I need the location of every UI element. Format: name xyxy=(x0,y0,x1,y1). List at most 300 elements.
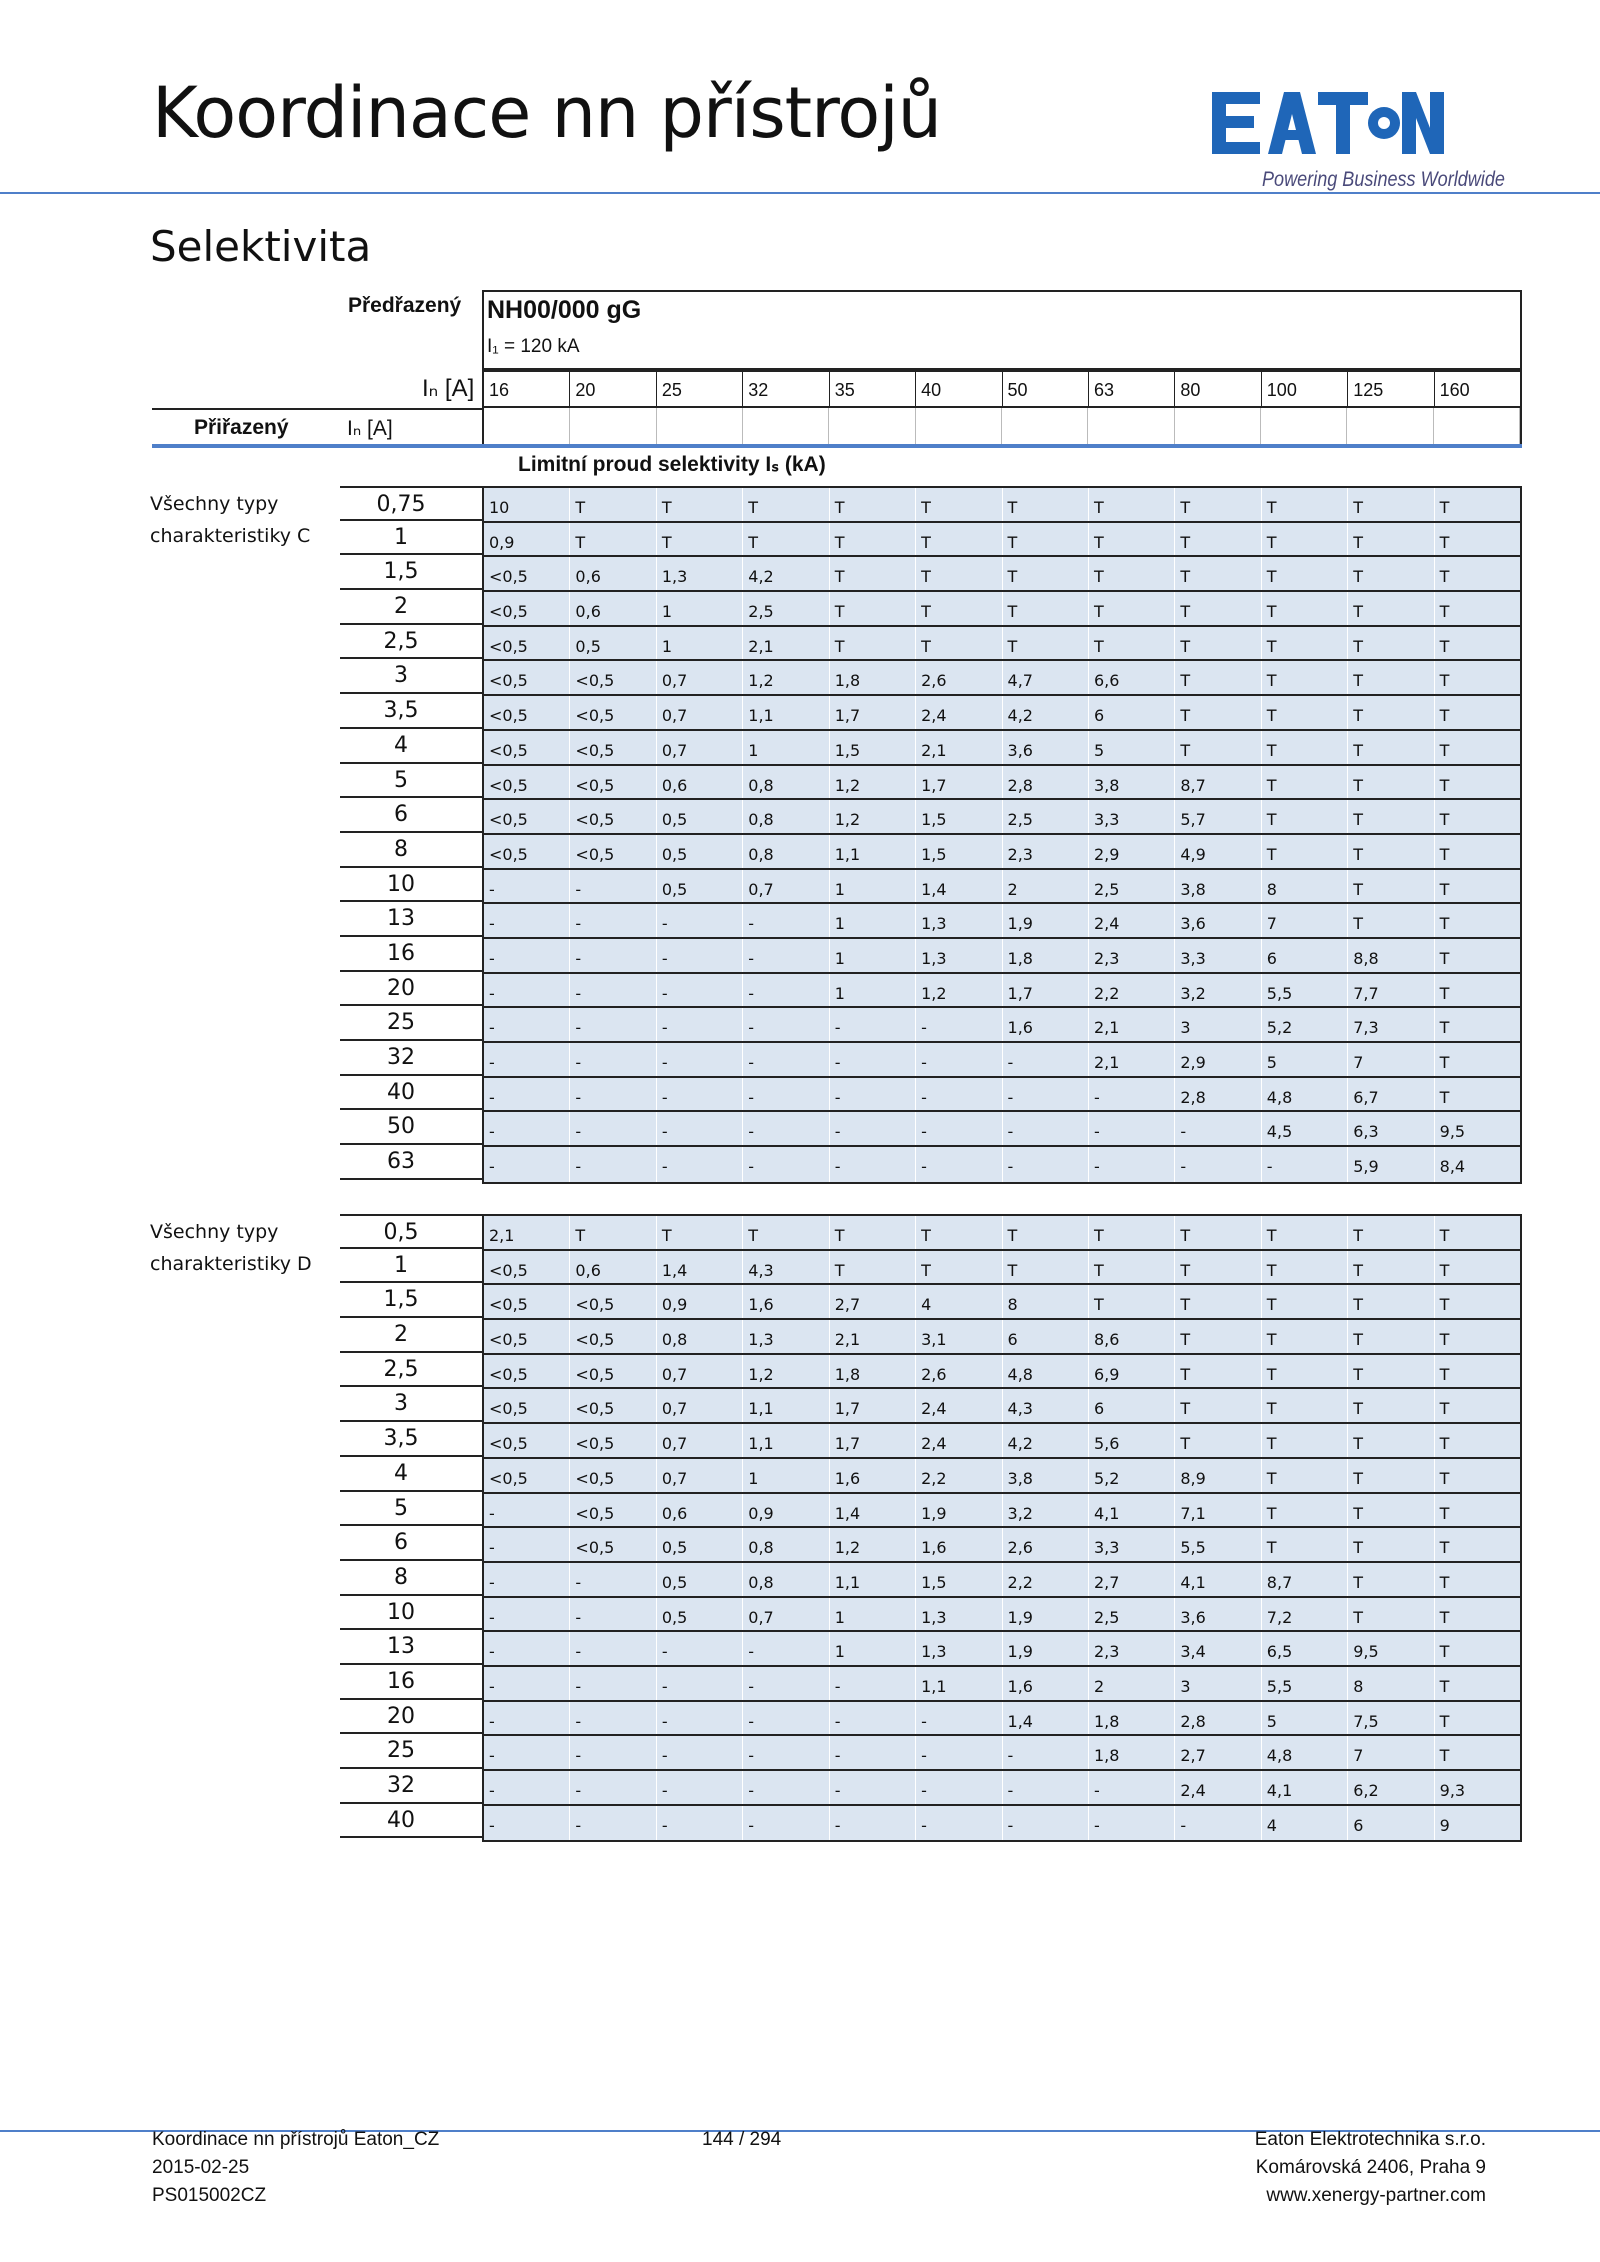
table-cell: - xyxy=(570,1112,656,1145)
table-row xyxy=(484,835,1520,870)
table-blue-rule xyxy=(152,444,1522,448)
footer-date: 2015-02-25 xyxy=(152,2157,250,2178)
column-spacer-cell xyxy=(657,408,743,444)
table-cell: 1,2 xyxy=(916,974,1002,1007)
table-cell: T xyxy=(830,557,916,590)
table-cell: 2,6 xyxy=(916,661,1002,694)
table-cell: - xyxy=(830,1112,916,1145)
table-cell: 8,8 xyxy=(1348,939,1434,972)
table-cell: 1,3 xyxy=(743,1320,829,1353)
table-cell: 2,1 xyxy=(484,1216,570,1249)
table-cell: <0,5 xyxy=(570,835,656,868)
table-cell: T xyxy=(1439,1538,1450,1558)
table-row xyxy=(484,1251,1520,1286)
table-cell: - xyxy=(484,1736,570,1769)
table-cell: 0,7 xyxy=(657,696,743,729)
table-cell: 9,3 xyxy=(1439,1781,1466,1800)
eaton-logo xyxy=(1212,92,1444,162)
column-spacer-cell xyxy=(916,408,1002,444)
table-cell: T xyxy=(1089,488,1175,521)
table-cell: <0,5 xyxy=(570,1320,656,1353)
table-row xyxy=(484,1702,1520,1737)
table-cell: <0,5 xyxy=(484,800,570,833)
table-cell: 3,2 xyxy=(1003,1494,1089,1527)
table-cell: - xyxy=(743,1806,829,1841)
table-cell: <0,5 xyxy=(570,766,656,799)
table-cell: 0,9 xyxy=(657,1285,743,1318)
footer-doc-name: Koordinace nn přístrojů Eaton_CZ xyxy=(152,2129,440,2150)
table-cell: 1,6 xyxy=(1003,1667,1089,1700)
table-cell: T xyxy=(1439,1226,1450,1245)
table-cell: T xyxy=(1089,557,1175,590)
rated-current-label: 0,5 xyxy=(340,1214,482,1249)
table-cell: 2,3 xyxy=(1089,1632,1175,1665)
table-cell: T xyxy=(1439,636,1450,656)
table-cell: T xyxy=(916,1251,1002,1284)
table-row xyxy=(484,1632,1520,1667)
table-cell: 2,7 xyxy=(830,1285,916,1318)
table-cell: T xyxy=(1439,671,1450,691)
table-cell: 2,2 xyxy=(916,1459,1002,1492)
column-header-cell: 100 xyxy=(1262,372,1348,406)
table-cell: 7 xyxy=(1262,904,1348,937)
table-cell: 1,5 xyxy=(916,835,1002,868)
column-header-row xyxy=(482,370,1522,408)
table-cell: - xyxy=(570,1078,656,1111)
table-cell: T xyxy=(1262,1494,1348,1527)
table-cell: 6 xyxy=(1089,696,1175,729)
column-spacer-cell xyxy=(1261,408,1347,444)
table-cell: T xyxy=(1439,602,1450,622)
table-cell: 0,8 xyxy=(657,1320,743,1353)
rated-current-label: 4 xyxy=(340,1457,482,1492)
table-cell: T xyxy=(916,592,1002,625)
table-cell: 4,1 xyxy=(1175,1563,1261,1596)
table-row xyxy=(484,974,1520,1009)
table-cell: T xyxy=(1175,696,1261,729)
rated-current-label: 1 xyxy=(340,521,482,556)
table-cell: T xyxy=(1348,1459,1434,1492)
table-cell: 2,7 xyxy=(1175,1736,1261,1769)
downstream-label: Přiřazený xyxy=(194,416,289,439)
table-cell: - xyxy=(657,974,743,1007)
table-cell: T xyxy=(1439,1053,1450,1072)
table-cell: 2,6 xyxy=(1003,1528,1089,1561)
table-cell: - xyxy=(830,1043,916,1076)
table-row xyxy=(484,696,1520,731)
upstream-fuse-name: NH00/000 gG xyxy=(487,296,642,324)
table-cell: T xyxy=(1348,1528,1434,1561)
table-cell: 1,4 xyxy=(916,870,1002,903)
table-cell: 0,6 xyxy=(570,557,656,590)
table-cell: - xyxy=(916,1771,1002,1804)
table-cell: 0,9 xyxy=(743,1494,829,1527)
table-cell: - xyxy=(916,1147,1002,1182)
table-cell: 0,5 xyxy=(657,1563,743,1596)
table-cell: 0,8 xyxy=(743,835,829,868)
table-cell: 2,8 xyxy=(1175,1078,1261,1111)
rated-current-label: 20 xyxy=(340,1700,482,1735)
table-cell: T xyxy=(1262,557,1348,590)
table-cell: T xyxy=(1262,696,1348,729)
column-header-cell: 80 xyxy=(1175,372,1261,406)
table-cell: 6,2 xyxy=(1348,1771,1434,1804)
table-cell: T xyxy=(916,557,1002,590)
table-cell: - xyxy=(1262,1147,1348,1182)
table-cell: T xyxy=(1348,870,1434,903)
column-header-cell: 35 xyxy=(830,372,916,406)
table-cell: T xyxy=(1262,488,1348,521)
table-cell: T xyxy=(1348,766,1434,799)
rated-current-label: 32 xyxy=(340,1041,482,1076)
rated-current-label: 2,5 xyxy=(340,1353,482,1388)
table-cell: T xyxy=(1348,627,1434,660)
table-cell: 5 xyxy=(1262,1702,1348,1735)
table-cell: 2,1 xyxy=(743,627,829,660)
table-cell: T xyxy=(830,523,916,556)
table-cell: T xyxy=(1439,1503,1450,1523)
table-cell: T xyxy=(1262,1285,1348,1318)
table-cell: T xyxy=(1003,627,1089,660)
table-cell: T xyxy=(1262,766,1348,799)
table-cell: <0,5 xyxy=(484,1355,570,1388)
table-cell: - xyxy=(1003,1736,1089,1769)
table-cell: 3,8 xyxy=(1175,870,1261,903)
table-cell: - xyxy=(743,1147,829,1182)
section-title: Selektivita xyxy=(150,222,372,271)
table-cell: - xyxy=(570,1736,656,1769)
table-cell: - xyxy=(830,1771,916,1804)
group-description-line: Všechny typy xyxy=(150,1221,279,1243)
table-cell: 0,7 xyxy=(657,661,743,694)
rated-current-label: 2 xyxy=(340,590,482,625)
table-cell: T xyxy=(1003,523,1089,556)
table-cell: 3,1 xyxy=(916,1320,1002,1353)
table-row xyxy=(484,627,1520,662)
table-cell: 1,4 xyxy=(1003,1702,1089,1735)
table-cell: T xyxy=(1089,1285,1175,1318)
table-cell: - xyxy=(484,904,570,937)
table-row xyxy=(484,1459,1520,1494)
footer-doc-code: PS015002CZ xyxy=(152,2185,267,2206)
table-cell: - xyxy=(1003,1078,1089,1111)
table-row xyxy=(484,557,1520,592)
table-cell: - xyxy=(916,1736,1002,1769)
rated-current-label: 1 xyxy=(340,1249,482,1284)
table-cell: - xyxy=(1003,1771,1089,1804)
table-cell: <0,5 xyxy=(484,557,570,590)
table-cell: - xyxy=(1089,1771,1175,1804)
table-cell: T xyxy=(1003,488,1089,521)
table-cell: 1,1 xyxy=(830,1563,916,1596)
table-cell: 1,3 xyxy=(916,904,1002,937)
table-cell: 1 xyxy=(743,731,829,764)
rated-current-label: 5 xyxy=(340,1492,482,1527)
table-cell: T xyxy=(1439,983,1450,1003)
table-cell: <0,5 xyxy=(484,1251,570,1284)
table-cell: T xyxy=(1348,1251,1434,1284)
table-cell: 2 xyxy=(1089,1667,1175,1700)
table-cell: T xyxy=(1175,1251,1261,1284)
table-cell: 1,8 xyxy=(1089,1702,1175,1735)
footer-company: Eaton Elektrotechnika s.r.o. xyxy=(1254,2129,1486,2150)
table-cell: 2,9 xyxy=(1089,835,1175,868)
table-cell: - xyxy=(1089,1147,1175,1182)
table-cell: - xyxy=(743,974,829,1007)
table-cell: 6,9 xyxy=(1089,1355,1175,1388)
table-cell: - xyxy=(916,1078,1002,1111)
table-cell: 4,7 xyxy=(1003,661,1089,694)
table-cell: 0,5 xyxy=(657,1598,743,1631)
table-cell: 2,7 xyxy=(1089,1563,1175,1596)
table-cell: <0,5 xyxy=(484,731,570,764)
table-cell: T xyxy=(1175,1320,1261,1353)
rated-current-label: 1,5 xyxy=(340,1283,482,1318)
table-cell: - xyxy=(570,1147,656,1182)
group-description-line: Všechny typy xyxy=(150,493,279,515)
table-cell: 4,8 xyxy=(1003,1355,1089,1388)
table-cell: 8,6 xyxy=(1089,1320,1175,1353)
table-cell: 3 xyxy=(1175,1667,1261,1700)
rated-current-column xyxy=(340,486,482,1180)
table-cell: T xyxy=(1439,1087,1450,1107)
table-cell: 1 xyxy=(830,939,916,972)
table-cell: - xyxy=(484,1112,570,1145)
table-cell: - xyxy=(484,1078,570,1111)
footer-right xyxy=(1255,2126,1486,2210)
rated-current-column xyxy=(340,1214,482,1838)
table-cell: 1,5 xyxy=(830,731,916,764)
table-row xyxy=(484,1078,1520,1113)
table-cell: - xyxy=(484,1563,570,1596)
table-cell: T xyxy=(1262,661,1348,694)
table-cell: - xyxy=(570,1806,656,1841)
table-cell: T xyxy=(743,488,829,521)
table-cell: 4 xyxy=(916,1285,1002,1318)
table-cell: 1,1 xyxy=(830,835,916,868)
table-cell: T xyxy=(1439,1676,1450,1696)
table-cell: 5 xyxy=(1262,1043,1348,1076)
table-cell: T xyxy=(1439,567,1450,587)
table-cell: T xyxy=(1348,1424,1434,1457)
table-cell: 1,9 xyxy=(916,1494,1002,1527)
table-cell: T xyxy=(657,488,743,521)
table-cell: T xyxy=(1348,1216,1434,1249)
table-cell: 8 xyxy=(1003,1285,1089,1318)
table-cell: 4,8 xyxy=(1262,1078,1348,1111)
table-cell: 3,3 xyxy=(1089,800,1175,833)
table-cell: T xyxy=(916,488,1002,521)
table-cell: T xyxy=(1175,592,1261,625)
table-cell: 1 xyxy=(830,870,916,903)
table-cell: - xyxy=(1003,1147,1089,1182)
table-cell: 0,9 xyxy=(484,523,570,556)
table-cell: T xyxy=(1262,523,1348,556)
table-cell: 5,7 xyxy=(1175,800,1261,833)
table-cell: - xyxy=(657,1771,743,1804)
upstream-label: Předřazený xyxy=(348,294,462,317)
table-cell: T xyxy=(570,523,656,556)
table-cell: - xyxy=(743,1112,829,1145)
table-cell: T xyxy=(1262,1424,1348,1457)
table-cell: <0,5 xyxy=(570,696,656,729)
table-cell: 0,7 xyxy=(743,870,829,903)
table-row xyxy=(484,1285,1520,1320)
table-cell: - xyxy=(570,904,656,937)
table-cell: 1,8 xyxy=(830,661,916,694)
table-cell: 7,1 xyxy=(1175,1494,1261,1527)
table-cell: - xyxy=(1175,1112,1261,1145)
table-cell: - xyxy=(657,1806,743,1841)
table-cell: - xyxy=(830,1147,916,1182)
table-cell: T xyxy=(916,523,1002,556)
table-cell: 5,2 xyxy=(1089,1459,1175,1492)
table-cell: T xyxy=(1175,557,1261,590)
table-cell: T xyxy=(1348,523,1434,556)
table-cell: 4,2 xyxy=(1003,696,1089,729)
table-cell: 1,9 xyxy=(1003,1632,1089,1665)
rated-current-label: 3 xyxy=(340,659,482,694)
table-cell: 1,4 xyxy=(657,1251,743,1284)
table-cell: T xyxy=(1348,904,1434,937)
rated-current-label: 25 xyxy=(340,1734,482,1769)
table-cell: T xyxy=(743,1216,829,1249)
table-cell: <0,5 xyxy=(484,696,570,729)
table-cell: <0,5 xyxy=(570,1389,656,1422)
table-cell: - xyxy=(657,1147,743,1182)
table-cell: 5,2 xyxy=(1262,1008,1348,1041)
table-row xyxy=(484,1528,1520,1563)
table-cell: 0,8 xyxy=(743,766,829,799)
table-cell: - xyxy=(484,974,570,1007)
table-cell: 1,2 xyxy=(830,766,916,799)
table-cell: 2,2 xyxy=(1089,974,1175,1007)
table-cell: <0,5 xyxy=(570,1494,656,1527)
table-cell: 1 xyxy=(743,1459,829,1492)
table-cell: 1,2 xyxy=(743,661,829,694)
table-cell: <0,5 xyxy=(484,592,570,625)
table-cell: - xyxy=(830,1736,916,1769)
column-spacer-cell xyxy=(1347,408,1433,444)
table-cell: - xyxy=(1089,1078,1175,1111)
table-cell: 8 xyxy=(1348,1667,1434,1700)
rated-current-label: 32 xyxy=(340,1769,482,1804)
table-cell: 4,1 xyxy=(1262,1771,1348,1804)
table-cell: 3,3 xyxy=(1175,939,1261,972)
rated-current-label: 2 xyxy=(340,1318,482,1353)
table-cell: <0,5 xyxy=(484,1389,570,1422)
table-cell: 3,3 xyxy=(1089,1528,1175,1561)
rated-current-label: 5 xyxy=(340,764,482,799)
table-cell: T xyxy=(657,523,743,556)
table-cell: 5,9 xyxy=(1348,1147,1434,1182)
table-cell: - xyxy=(484,939,570,972)
table-cell: 1,4 xyxy=(830,1494,916,1527)
table-cell: - xyxy=(743,1702,829,1735)
table-cell: T xyxy=(1439,532,1450,552)
table-cell: T xyxy=(1175,1389,1261,1422)
table-cell: 2,4 xyxy=(916,696,1002,729)
table-cell: 0,5 xyxy=(657,835,743,868)
table-cell: - xyxy=(484,1806,570,1841)
table-cell: - xyxy=(657,1736,743,1769)
table-cell: 2,5 xyxy=(1003,800,1089,833)
table-cell: T xyxy=(1348,1563,1434,1596)
table-cell: T xyxy=(1262,592,1348,625)
table-cell: T xyxy=(1439,1260,1450,1280)
table-cell: 1,9 xyxy=(1003,1598,1089,1631)
table-cell: 1 xyxy=(657,592,743,625)
table-cell: <0,5 xyxy=(484,1459,570,1492)
table-cell: - xyxy=(743,1008,829,1041)
table-cell: T xyxy=(1439,914,1450,934)
table-cell: 1,1 xyxy=(743,696,829,729)
rated-current-label: 50 xyxy=(340,1110,482,1145)
table-cell: T xyxy=(1439,1468,1450,1488)
table-cell: 4,5 xyxy=(1262,1112,1348,1145)
rated-current-label: 13 xyxy=(340,902,482,937)
column-spacer-cell xyxy=(1088,408,1174,444)
table-cell: 2,2 xyxy=(1003,1563,1089,1596)
table-row xyxy=(484,1216,1520,1251)
table-cell: 1,5 xyxy=(916,1563,1002,1596)
table-cell: - xyxy=(484,1771,570,1804)
table-cell: 7 xyxy=(1348,1736,1434,1769)
table-cell: - xyxy=(570,1632,656,1665)
table-cell: - xyxy=(484,1528,570,1561)
table-cell: - xyxy=(657,1632,743,1665)
table-cell: 3,6 xyxy=(1175,1598,1261,1631)
table-cell: 1,7 xyxy=(830,1389,916,1422)
table-cell: T xyxy=(1439,1572,1450,1592)
table-row xyxy=(484,1736,1520,1771)
rated-current-label: 8 xyxy=(340,833,482,868)
table-cell: 1,7 xyxy=(830,696,916,729)
table-row xyxy=(484,1008,1520,1043)
table-cell: T xyxy=(1089,1216,1175,1249)
column-header-cell: 63 xyxy=(1089,372,1175,406)
table-cell: - xyxy=(657,1667,743,1700)
column-header-cell: 50 xyxy=(1003,372,1089,406)
table-cell: 0,5 xyxy=(570,627,656,660)
table-row xyxy=(484,766,1520,801)
table-cell: 0,8 xyxy=(743,1563,829,1596)
table-row xyxy=(484,1424,1520,1459)
table-cell: 1,2 xyxy=(830,1528,916,1561)
table-cell: T xyxy=(1089,523,1175,556)
table-cell: 8 xyxy=(1262,870,1348,903)
table-cell: <0,5 xyxy=(484,1320,570,1353)
table-cell: 0,7 xyxy=(657,1355,743,1388)
table-cell: <0,5 xyxy=(484,661,570,694)
table-cell: 3,8 xyxy=(1003,1459,1089,1492)
table-cell: 0,6 xyxy=(570,1251,656,1284)
table-cell: T xyxy=(1439,1746,1450,1766)
table-cell: - xyxy=(830,1806,916,1841)
table-cell: T xyxy=(830,488,916,521)
table-cell: - xyxy=(570,870,656,903)
table-row xyxy=(484,523,1520,558)
table-cell: T xyxy=(1175,1285,1261,1318)
table-cell: 1,1 xyxy=(743,1389,829,1422)
table-cell: 0,7 xyxy=(743,1598,829,1631)
table-cell: T xyxy=(1262,731,1348,764)
rated-current-label: 16 xyxy=(340,1665,482,1700)
table-cell: 2,1 xyxy=(1089,1008,1175,1041)
table-cell: 9,5 xyxy=(1348,1632,1434,1665)
table-row xyxy=(484,904,1520,939)
table-cell: 2,1 xyxy=(916,731,1002,764)
